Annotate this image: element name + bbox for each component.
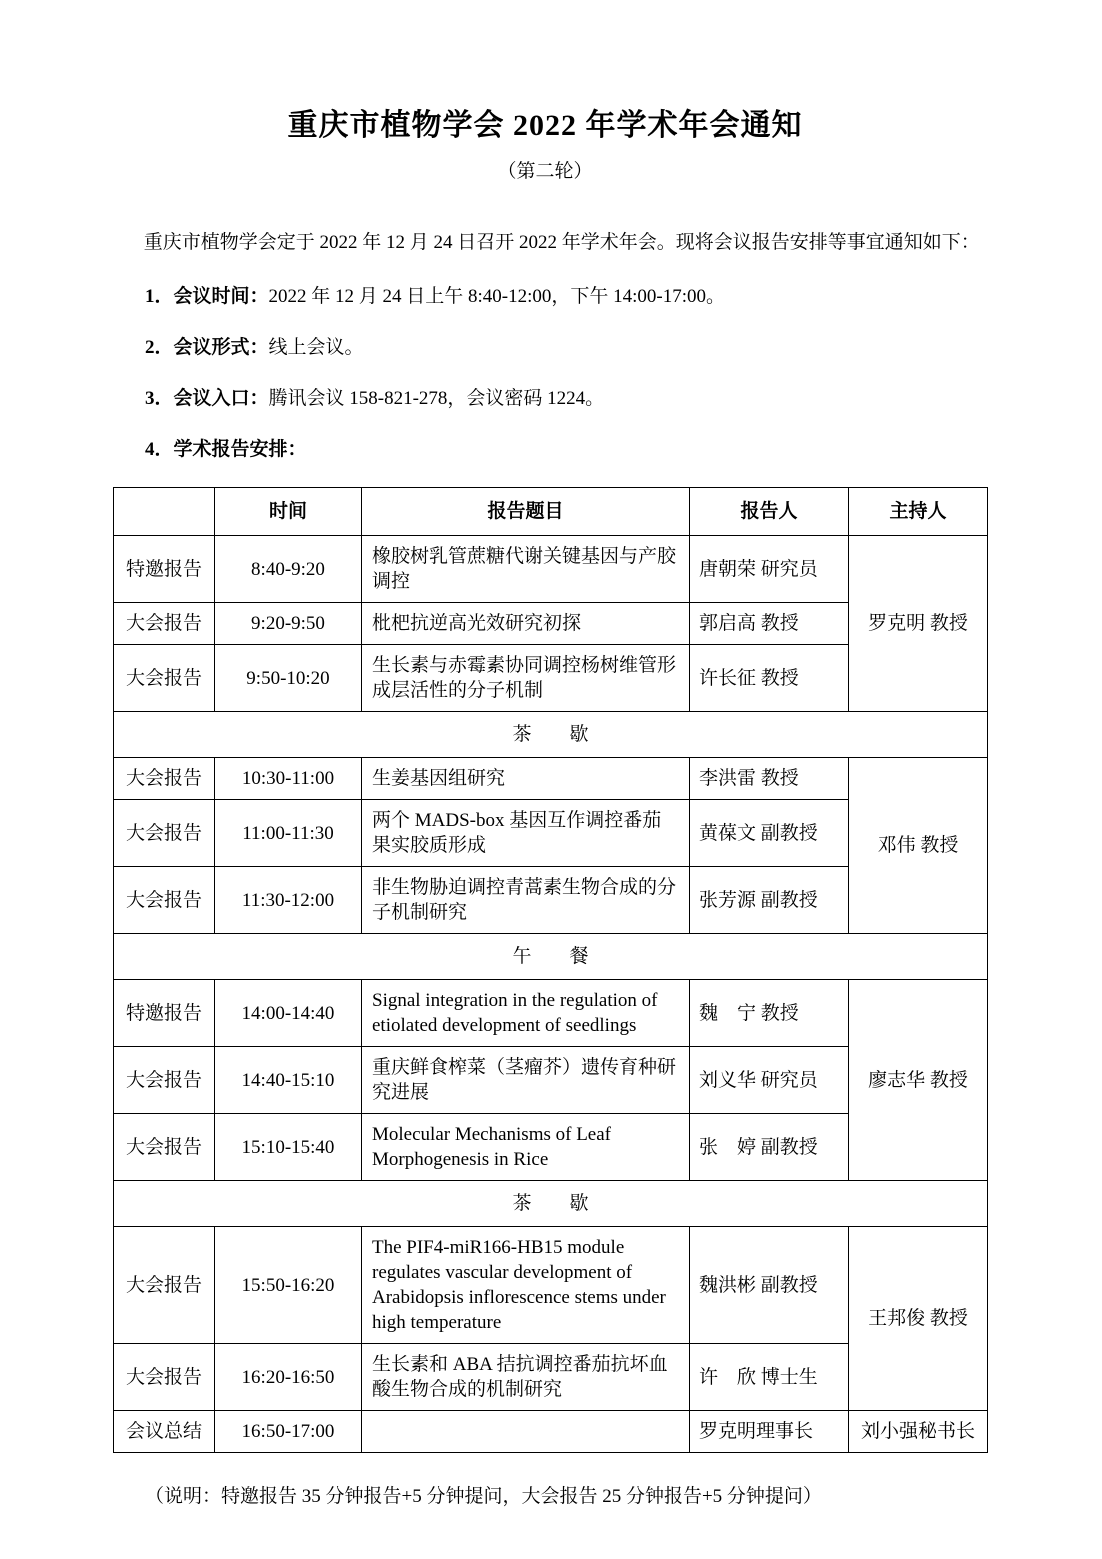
schedule-heading-label: 4．学术报告安排： bbox=[145, 439, 307, 460]
title-cell: Signal integration in the regulation of etiolated development of seedlings bbox=[362, 980, 690, 1047]
table-header-row bbox=[114, 488, 988, 536]
schedule-table bbox=[113, 487, 988, 1453]
schedule-row bbox=[114, 1411, 988, 1453]
category-cell: 大会报告 bbox=[114, 603, 215, 645]
title-cell: 生长素和 ABA 拮抗调控番茄抗坏血酸生物合成的机制研究 bbox=[362, 1344, 690, 1411]
speaker-cell: 张芳源 副教授 bbox=[690, 867, 849, 934]
meeting-entry-item bbox=[145, 385, 990, 412]
category-cell: 大会报告 bbox=[114, 1114, 215, 1181]
break-label-cell: 茶 歇 bbox=[114, 1181, 988, 1227]
break-label-cell: 午 餐 bbox=[114, 934, 988, 980]
break-label-cell: 茶 歇 bbox=[114, 712, 988, 758]
speaker-cell: 张 婷 副教授 bbox=[690, 1114, 849, 1181]
speaker-cell: 唐朝荣 研究员 bbox=[690, 536, 849, 603]
break-row bbox=[114, 712, 988, 758]
speaker-cell: 许长征 教授 bbox=[690, 645, 849, 712]
time-cell: 8:40-9:20 bbox=[215, 536, 362, 603]
time-cell: 9:50-10:20 bbox=[215, 645, 362, 712]
host-cell: 邓伟 教授 bbox=[849, 758, 988, 934]
speaker-cell: 郭启高 教授 bbox=[690, 603, 849, 645]
time-cell: 9:20-9:50 bbox=[215, 603, 362, 645]
time-cell: 16:20-16:50 bbox=[215, 1344, 362, 1411]
category-cell: 大会报告 bbox=[114, 800, 215, 867]
time-cell: 10:30-11:00 bbox=[215, 758, 362, 800]
speaker-cell: 李洪雷 教授 bbox=[690, 758, 849, 800]
category-cell: 大会报告 bbox=[114, 1047, 215, 1114]
category-cell: 特邀报告 bbox=[114, 980, 215, 1047]
title-cell: 枇杷抗逆高光效研究初探 bbox=[362, 603, 690, 645]
speaker-cell: 罗克明理事长 bbox=[690, 1411, 849, 1453]
title-cell: Molecular Mechanisms of Leaf Morphogenesis in Rice bbox=[362, 1114, 690, 1181]
column-header-4: 主持人 bbox=[849, 488, 988, 536]
speaker-cell: 刘义华 研究员 bbox=[690, 1047, 849, 1114]
note-text: （说明：特邀报告 35 分钟报告+5 分钟提问，大会报告 25 分钟报告+5 分钟提问） bbox=[145, 1486, 822, 1507]
category-cell: 大会报告 bbox=[114, 1227, 215, 1344]
schedule-heading-item bbox=[145, 436, 990, 463]
time-cell: 11:30-12:00 bbox=[215, 867, 362, 934]
column-header-1: 时间 bbox=[215, 488, 362, 536]
title-cell bbox=[362, 1411, 690, 1453]
title-cell: 非生物胁迫调控青蒿素生物合成的分子机制研究 bbox=[362, 867, 690, 934]
meeting-time-item bbox=[145, 283, 990, 310]
break-row bbox=[114, 1181, 988, 1227]
page-title: 重庆市植物学会 2022 年学术年会通知 bbox=[287, 109, 803, 142]
category-cell: 大会报告 bbox=[114, 758, 215, 800]
host-cell: 刘小强秘书长 bbox=[849, 1411, 988, 1453]
speaker-cell: 黄葆文 副教授 bbox=[690, 800, 849, 867]
break-row bbox=[114, 934, 988, 980]
category-cell: 大会报告 bbox=[114, 645, 215, 712]
meeting-entry-label: 3．会议入口： bbox=[145, 388, 269, 409]
column-header-0 bbox=[114, 488, 215, 536]
column-header-2: 报告题目 bbox=[362, 488, 690, 536]
title-cell: 重庆鲜食榨菜（茎瘤芥）遗传育种研究进展 bbox=[362, 1047, 690, 1114]
time-cell: 11:00-11:30 bbox=[215, 800, 362, 867]
host-cell: 王邦俊 教授 bbox=[849, 1227, 988, 1411]
title-cell: 生长素与赤霉素协同调控杨树维管形成层活性的分子机制 bbox=[362, 645, 690, 712]
schedule-row bbox=[114, 758, 988, 800]
category-cell: 大会报告 bbox=[114, 1344, 215, 1411]
time-cell: 14:40-15:10 bbox=[215, 1047, 362, 1114]
time-cell: 16:50-17:00 bbox=[215, 1411, 362, 1453]
time-cell: 15:50-16:20 bbox=[215, 1227, 362, 1344]
meeting-format-item bbox=[145, 334, 990, 361]
time-cell: 14:00-14:40 bbox=[215, 980, 362, 1047]
column-header-3: 报告人 bbox=[690, 488, 849, 536]
schedule-row bbox=[114, 980, 988, 1047]
category-cell: 特邀报告 bbox=[114, 536, 215, 603]
meeting-time-label: 1．会议时间： bbox=[145, 286, 269, 307]
title-cell: The PIF4-miR166-HB15 module regulates vascular development of Arabidopsis inflorescence stems under high temperature bbox=[362, 1227, 690, 1344]
time-cell: 15:10-15:40 bbox=[215, 1114, 362, 1181]
host-cell: 廖志华 教授 bbox=[849, 980, 988, 1181]
meeting-format-value: 线上会议。 bbox=[268, 337, 364, 358]
page-subtitle: （第二轮） bbox=[497, 161, 593, 182]
host-cell: 罗克明 教授 bbox=[849, 536, 988, 712]
schedule-row bbox=[114, 536, 988, 603]
schedule-table-body bbox=[114, 488, 988, 1453]
meeting-entry-value: 腾讯会议 158-821-278，会议密码 1224。 bbox=[268, 388, 605, 409]
title-cell: 生姜基因组研究 bbox=[362, 758, 690, 800]
title-cell: 两个 MADS-box 基因互作调控番茄果实胶质形成 bbox=[362, 800, 690, 867]
meeting-time-value: 2022 年 12 月 24 日上午 8:40-12:00，下午 14:00-17:00。 bbox=[268, 286, 726, 307]
speaker-cell: 魏洪彬 副教授 bbox=[690, 1227, 849, 1344]
schedule-row bbox=[114, 1227, 988, 1344]
meeting-format-label: 2．会议形式： bbox=[145, 337, 269, 358]
title-cell: 橡胶树乳管蔗糖代谢关键基因与产胶调控 bbox=[362, 536, 690, 603]
category-cell: 大会报告 bbox=[114, 867, 215, 934]
category-cell: 会议总结 bbox=[114, 1411, 215, 1453]
intro-paragraph: 重庆市植物学会定于 2022 年 12 月 24 日召开 2022 年学术年会。现将会议报告安排等事宜通知如下： bbox=[143, 232, 980, 253]
speaker-cell: 魏 宁 教授 bbox=[690, 980, 849, 1047]
speaker-cell: 许 欣 博士生 bbox=[690, 1344, 849, 1411]
